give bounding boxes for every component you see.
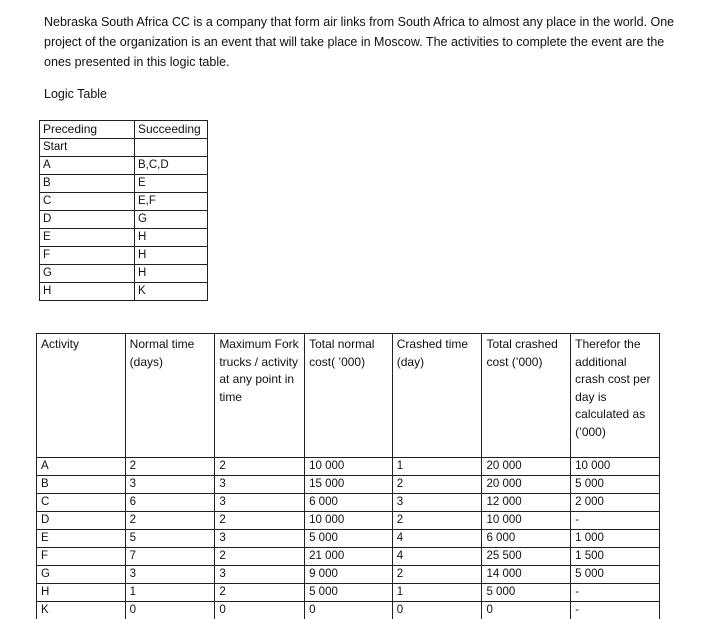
cell-additional-crash-cost: - <box>571 602 660 619</box>
header-activity: Activity <box>37 334 126 458</box>
activity-table-row <box>37 458 660 476</box>
cell-crashed-time: 2 <box>392 476 482 494</box>
cell-normal-time: 2 <box>125 512 215 530</box>
logic-cell-succeeding: H <box>135 247 208 265</box>
activity-table-row <box>37 512 660 530</box>
header-max-fork-trucks: Maximum Fork trucks / activity at any point in time <box>215 334 305 458</box>
cell-additional-crash-cost: 2 000 <box>571 494 660 512</box>
cell-total-normal-cost: 6 000 <box>305 494 393 512</box>
logic-cell-succeeding: B,C,D <box>135 157 208 175</box>
activity-table-row <box>37 530 660 548</box>
cell-crashed-time: 2 <box>392 566 482 584</box>
cell-activity: A <box>37 458 126 476</box>
cell-total-crashed-cost: 12 000 <box>482 494 571 512</box>
cell-total-normal-cost: 21 000 <box>305 548 393 566</box>
cell-normal-time: 0 <box>125 602 215 619</box>
header-crashed-time: Crashed time (day) <box>392 334 482 458</box>
cell-max-fork-trucks: 0 <box>215 602 305 619</box>
cell-activity: E <box>37 530 126 548</box>
logic-cell-preceding: D <box>40 211 135 229</box>
logic-cell-succeeding: E <box>135 175 208 193</box>
logic-table-row <box>40 229 208 247</box>
cell-activity: F <box>37 548 126 566</box>
cell-crashed-time: 4 <box>392 530 482 548</box>
cell-activity: K <box>37 602 126 619</box>
cell-crashed-time: 0 <box>392 602 482 619</box>
cell-crashed-time: 1 <box>392 584 482 602</box>
logic-cell-preceding: C <box>40 193 135 211</box>
cell-additional-crash-cost: 1 500 <box>571 548 660 566</box>
cell-max-fork-trucks: 2 <box>215 584 305 602</box>
cell-max-fork-trucks: 3 <box>215 566 305 584</box>
activity-table-row <box>37 566 660 584</box>
logic-cell-preceding: Start <box>40 139 135 157</box>
activity-table-row <box>37 476 660 494</box>
activity-table-row <box>37 602 660 619</box>
logic-cell-succeeding: K <box>135 283 208 301</box>
logic-table-row <box>40 265 208 283</box>
cell-total-crashed-cost: 10 000 <box>482 512 571 530</box>
cell-additional-crash-cost: - <box>571 584 660 602</box>
cell-max-fork-trucks: 2 <box>215 548 305 566</box>
cell-total-normal-cost: 10 000 <box>305 458 393 476</box>
cell-normal-time: 5 <box>125 530 215 548</box>
logic-cell-succeeding: H <box>135 229 208 247</box>
logic-header-succeeding: Succeeding <box>135 121 208 139</box>
cell-additional-crash-cost: 1 000 <box>571 530 660 548</box>
logic-table <box>39 120 208 301</box>
logic-cell-preceding: H <box>40 283 135 301</box>
activity-table-row <box>37 584 660 602</box>
cell-additional-crash-cost: 10 000 <box>571 458 660 476</box>
logic-table-row <box>40 247 208 265</box>
logic-cell-preceding: E <box>40 229 135 247</box>
logic-table-row <box>40 157 208 175</box>
logic-cell-preceding: G <box>40 265 135 283</box>
cell-normal-time: 2 <box>125 458 215 476</box>
cell-total-normal-cost: 15 000 <box>305 476 393 494</box>
cell-crashed-time: 4 <box>392 548 482 566</box>
cell-normal-time: 6 <box>125 494 215 512</box>
intro-paragraph: Nebraska South Africa CC is a company that form air links from South Africa to almost any place in the world. One project of the organization is an event that will take place in Moscow. The activities to complete the event are the ones presented in this logic table. <box>44 12 684 72</box>
cell-normal-time: 3 <box>125 476 215 494</box>
cell-total-crashed-cost: 25 500 <box>482 548 571 566</box>
cell-max-fork-trucks: 2 <box>215 458 305 476</box>
cell-additional-crash-cost: 5 000 <box>571 566 660 584</box>
cell-activity: H <box>37 584 126 602</box>
logic-table-row <box>40 211 208 229</box>
logic-table-row <box>40 283 208 301</box>
cell-total-normal-cost: 10 000 <box>305 512 393 530</box>
logic-table-row <box>40 139 208 157</box>
logic-cell-preceding: B <box>40 175 135 193</box>
cell-total-crashed-cost: 20 000 <box>482 458 571 476</box>
logic-table-row <box>40 175 208 193</box>
logic-cell-succeeding: G <box>135 211 208 229</box>
cell-total-normal-cost: 0 <box>305 602 393 619</box>
cell-max-fork-trucks: 3 <box>215 494 305 512</box>
logic-cell-preceding: A <box>40 157 135 175</box>
logic-cell-preceding: F <box>40 247 135 265</box>
cell-crashed-time: 2 <box>392 512 482 530</box>
cell-total-crashed-cost: 5 000 <box>482 584 571 602</box>
header-total-normal-cost: Total normal cost( ’000) <box>305 334 393 458</box>
cell-total-normal-cost: 5 000 <box>305 530 393 548</box>
cell-crashed-time: 1 <box>392 458 482 476</box>
logic-table-heading: Logic Table <box>44 87 107 101</box>
activity-table-row <box>37 494 660 512</box>
logic-cell-succeeding: H <box>135 265 208 283</box>
cell-max-fork-trucks: 3 <box>215 530 305 548</box>
cell-total-crashed-cost: 14 000 <box>482 566 571 584</box>
logic-header-preceding: Preceding <box>40 121 135 139</box>
activity-table-row <box>37 548 660 566</box>
cell-normal-time: 7 <box>125 548 215 566</box>
cell-additional-crash-cost: 5 000 <box>571 476 660 494</box>
cell-total-normal-cost: 5 000 <box>305 584 393 602</box>
cell-max-fork-trucks: 2 <box>215 512 305 530</box>
header-total-crashed-cost: Total crashed cost (’000) <box>482 334 571 458</box>
cell-total-crashed-cost: 20 000 <box>482 476 571 494</box>
cell-total-crashed-cost: 0 <box>482 602 571 619</box>
cell-activity: C <box>37 494 126 512</box>
cell-total-normal-cost: 9 000 <box>305 566 393 584</box>
cell-activity: G <box>37 566 126 584</box>
logic-cell-succeeding: E,F <box>135 193 208 211</box>
cell-total-crashed-cost: 6 000 <box>482 530 571 548</box>
logic-table-header-row <box>40 121 208 139</box>
header-normal-time: Normal time (days) <box>125 334 215 458</box>
cell-crashed-time: 3 <box>392 494 482 512</box>
header-additional-crash-cost: Therefor the additional crash cost per day is calculated as (’000) <box>571 334 660 458</box>
logic-table-row <box>40 193 208 211</box>
cell-normal-time: 3 <box>125 566 215 584</box>
cell-activity: D <box>37 512 126 530</box>
cell-normal-time: 1 <box>125 584 215 602</box>
activity-table-header-row <box>37 334 660 458</box>
activity-table <box>36 333 660 619</box>
logic-cell-succeeding <box>135 139 208 157</box>
cell-additional-crash-cost: - <box>571 512 660 530</box>
cell-max-fork-trucks: 3 <box>215 476 305 494</box>
cell-activity: B <box>37 476 126 494</box>
